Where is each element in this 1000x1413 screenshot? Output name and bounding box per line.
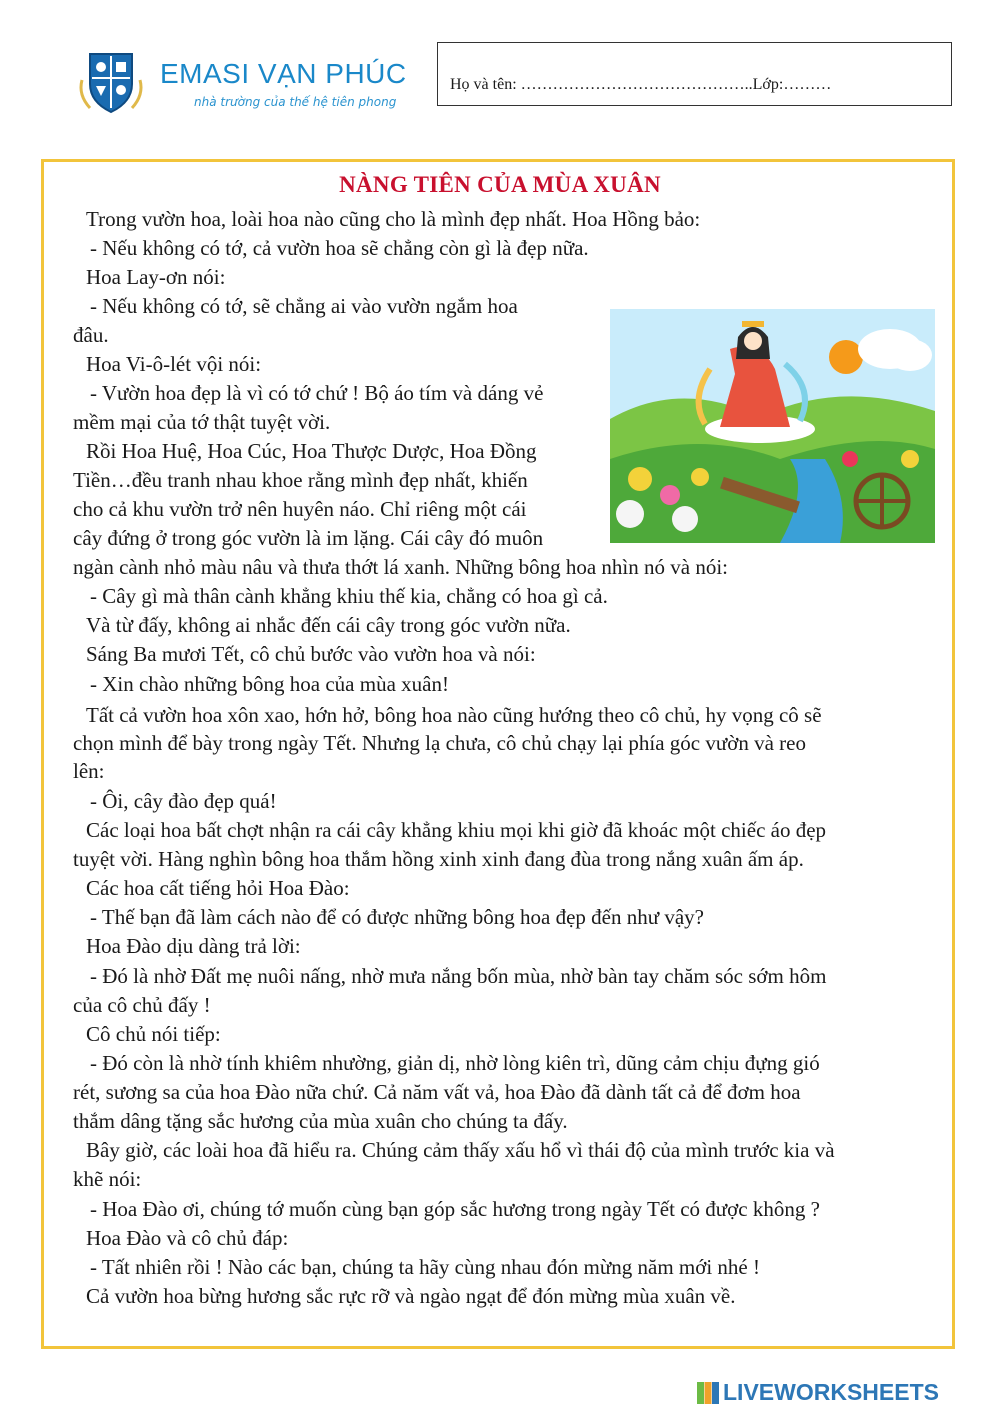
liveworksheets-logo-icon — [697, 1382, 719, 1404]
story-line: Trong vườn hoa, loài hoa nào cũng cho là mình đẹp nhất. Hoa Hồng bảo: — [86, 207, 701, 231]
liveworksheets-watermark — [697, 1379, 992, 1407]
story-line: Bây giờ, các loài hoa đã hiểu ra. Chúng cảm thấy xấu hổ vì thái độ của mình trước kia và — [86, 1138, 835, 1162]
story-line: mềm mại của tớ thật tuyệt vời. — [73, 410, 331, 434]
story-line: - Đó là nhờ Đất mẹ nuôi nấng, nhờ mưa nắng bốn mùa, nhờ bàn tay chăm sóc sớm hôm — [90, 964, 827, 988]
spring-fairy-illustration — [610, 309, 935, 543]
story-line: khẽ nói: — [73, 1167, 142, 1191]
story-line: cho cả khu vườn trở nên huyên náo. Chỉ riêng một cái — [73, 497, 527, 521]
name-class-field: Họ và tên: ……………………………………..Lớp:……… — [450, 76, 832, 93]
story-title: NÀNG TIÊN CỦA MÙA XUÂN — [339, 172, 661, 197]
school-logo — [76, 50, 436, 120]
story-line: Các loại hoa bất chợt nhận ra cái cây khẳng khiu mọi khi giờ đã khoác một chiếc áo đẹp — [86, 818, 827, 842]
story-line: tuyệt vời. Hàng nghìn bông hoa thắm hồng xinh xinh đang đùa trong nắng xuân ấm áp. — [73, 847, 804, 871]
story-line: Hoa Lay-ơn nói: — [86, 265, 226, 289]
story-line: - Cây gì mà thân cành khẳng khiu thế kia, chẳng có hoa gì cả. — [90, 584, 608, 608]
story-line: Và từ đấy, không ai nhắc đến cái cây trong góc vườn nữa. — [86, 613, 571, 637]
story-line: Tiền…đều tranh nhau khoe rằng mình đẹp nhất, khiến — [73, 468, 528, 492]
story-line: - Ôi, cây đào đẹp quá! — [90, 789, 277, 813]
story-line: Hoa Đào dịu dàng trả lời: — [86, 934, 301, 958]
story-line: thắm dâng tặng sắc hương của mùa xuân cho chúng ta đấy. — [73, 1109, 568, 1133]
story-line: Cả vườn hoa bừng hương sắc rực rỡ và ngào ngạt để đón mừng mùa xuân về. — [86, 1284, 736, 1308]
story-line: chọn mình để bày trong ngày Tết. Nhưng lạ chưa, cô chủ chạy lại phía góc vườn và reo — [73, 731, 806, 755]
story-line: - Thế bạn đã làm cách nào để có được những bông hoa đẹp đến như vậy? — [90, 905, 704, 929]
story-line: - Nếu không có tớ, sẽ chẳng ai vào vườn ngắm hoa — [90, 294, 518, 318]
story-line: Cô chủ nói tiếp: — [86, 1022, 221, 1046]
story-line: - Vườn hoa đẹp là vì có tớ chứ ! Bộ áo tím và dáng vẻ — [90, 381, 544, 405]
story-line: Tất cả vườn hoa xôn xao, hớn hở, bông hoa nào cũng hướng theo cô chủ, hy vọng cô sẽ — [86, 703, 822, 727]
story-line: - Nếu không có tớ, cả vườn hoa sẽ chẳng còn gì là đẹp nữa. — [90, 236, 589, 260]
story-line: cây đứng ở trong góc vườn là im lặng. Cái cây đó muôn — [73, 526, 544, 550]
story-line: Sáng Ba mươi Tết, cô chủ bước vào vườn hoa và nói: — [86, 642, 536, 666]
story-line: của cô chủ đấy ! — [73, 993, 211, 1017]
story-line: Hoa Vi-ô-lét vội nói: — [86, 352, 262, 376]
story-line: Rồi Hoa Huệ, Hoa Cúc, Hoa Thược Dược, Hoa Đồng — [86, 439, 537, 463]
story-line: - Tất nhiên rồi ! Nào các bạn, chúng ta hãy cùng nhau đón mừng năm mới nhé ! — [90, 1255, 760, 1279]
school-crest-icon — [76, 50, 146, 116]
brand-slogan: nhà trường của thế hệ tiên phong — [194, 95, 397, 109]
liveworksheets-text: LIVEWORKSHEETS — [723, 1379, 939, 1405]
story-line: Hoa Đào và cô chủ đáp: — [86, 1226, 289, 1250]
story-line: - Hoa Đào ơi, chúng tớ muốn cùng bạn góp sắc hương trong ngày Tết có được không ? — [90, 1197, 820, 1221]
story-line: lên: — [73, 759, 105, 783]
story-line: Các hoa cất tiếng hỏi Hoa Đào: — [86, 876, 350, 900]
story-line: - Xin chào những bông hoa của mùa xuân! — [90, 672, 449, 696]
story-line: - Đó còn là nhờ tính khiêm nhường, giản dị, nhờ lòng kiên trì, dũng cảm chịu đựng gió — [90, 1051, 820, 1075]
story-line: đâu. — [73, 323, 109, 347]
brand-name: EMASI VẠN PHÚC — [160, 58, 407, 89]
student-info-box[interactable] — [437, 42, 952, 106]
story-line: rét, sương sa của hoa Đào nữa chứ. Cả năm vất vả, hoa Đào đã dành tất cả để đơm hoa — [73, 1080, 801, 1104]
story-line: ngàn cành nhỏ màu nâu và thưa thớt lá xanh. Những bông hoa nhìn nó và nói: — [73, 555, 728, 579]
